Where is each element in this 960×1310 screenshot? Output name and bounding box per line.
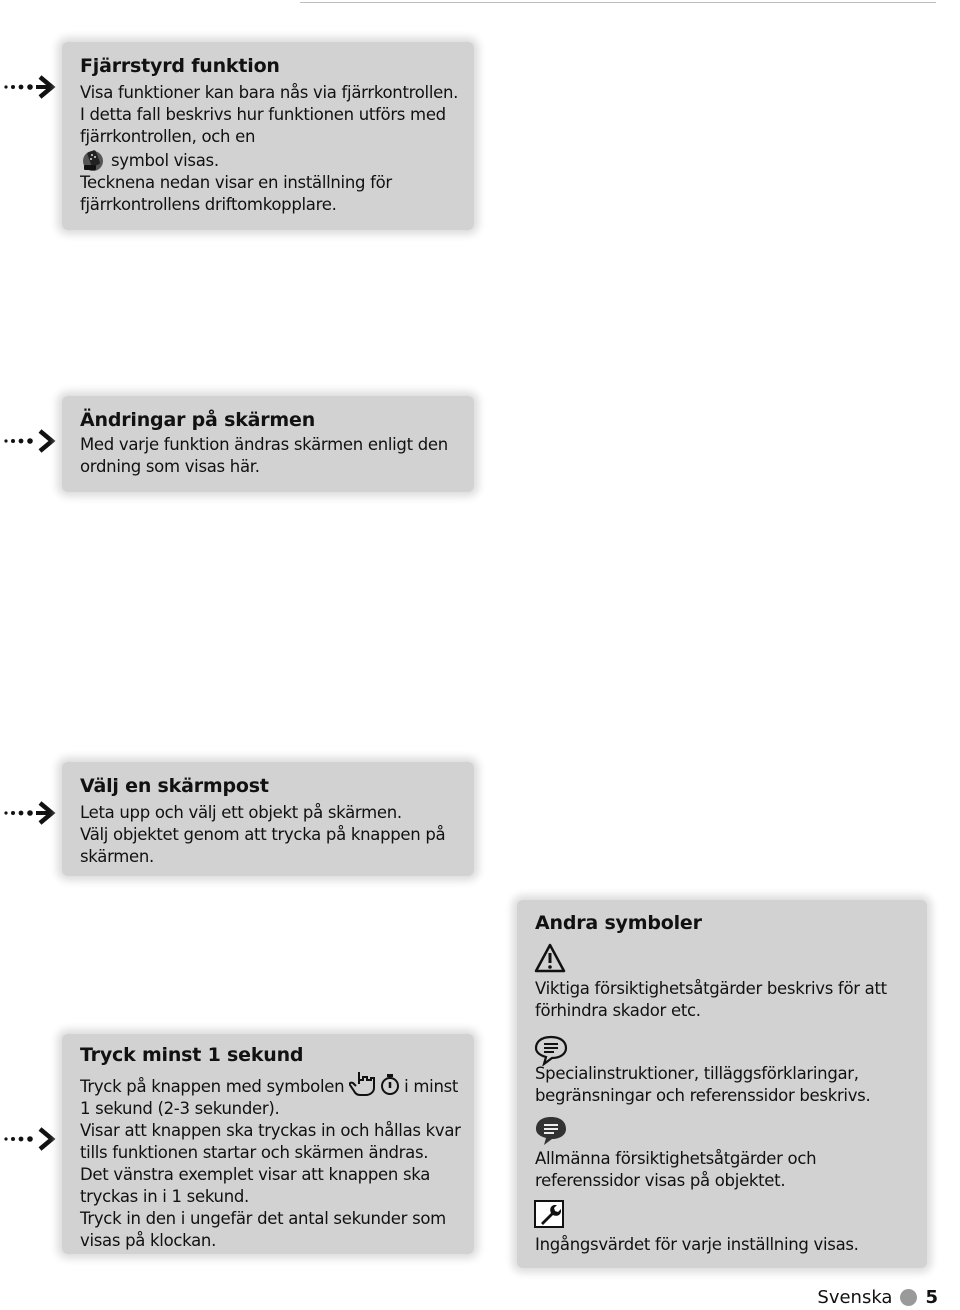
- select-item-box: [62, 762, 474, 876]
- footer-dot-icon: [900, 1289, 917, 1306]
- remote-line2: symbol visas.: [106, 151, 219, 170]
- symbol-text-default: Ingångsvärdet för varje inställning visas.: [535, 1235, 859, 1254]
- speech-bubble-filled-icon: [533, 1114, 569, 1148]
- wrench-icon: [533, 1199, 565, 1229]
- hold-line1a: Tryck på knappen med symbolen: [80, 1077, 345, 1096]
- arrow-icon: [2, 74, 60, 100]
- remote-function-title: Fjärrstyrd funktion: [80, 55, 280, 77]
- footer-language: Svenska: [817, 1287, 893, 1308]
- press-hold-text-3: Det vänstra exemplet visar att knappen ska tryckas in i 1 sekund.: [80, 1165, 431, 1206]
- remote-control-icon: [80, 148, 106, 172]
- press-hold-title: Tryck minst 1 sekund: [80, 1044, 304, 1066]
- symbol-text-special: Specialinstruktioner, tilläggsförklaringar, begränsningar och referenssidor beskrivs.: [535, 1064, 871, 1105]
- other-symbols-box: [517, 900, 927, 1268]
- screen-change-box: [62, 396, 474, 492]
- warning-triangle-icon: [533, 942, 567, 974]
- screen-change-title: Ändringar på skärmen: [80, 409, 316, 431]
- screen-change-text: Med varje funktion ändras skärmen enligt den ordning som visas här.: [80, 435, 448, 476]
- symbol-text-warning: Viktiga försiktighetsåtgärder beskrivs för att förhindra skador etc.: [535, 979, 887, 1020]
- remote-line1: Visa funktioner kan bara nås via fjärrkontrollen. I detta fall beskrivs hur funktionen utförs med fjärrkontrollen, och en: [80, 83, 459, 146]
- page-footer: [817, 1287, 938, 1308]
- symbol-text-general: Allmänna försiktighetsåtgärder och referenssidor visas på objektet.: [535, 1149, 817, 1190]
- arrow-icon: [2, 428, 60, 454]
- other-symbols-title: Andra symboler: [535, 912, 702, 934]
- remote-function-text-1: [80, 82, 465, 172]
- speech-bubble-outline-icon: [533, 1034, 569, 1066]
- press-hold-text-4: Tryck in den i ungefär det antal sekunder som visas på klockan.: [80, 1209, 446, 1250]
- page-number: 5: [925, 1287, 938, 1308]
- arrow-icon: [2, 1126, 60, 1152]
- select-item-text-1: Leta upp och välj ett objekt på skärmen.: [80, 803, 402, 822]
- top-rule: [300, 2, 936, 3]
- press-hold-text-1: [80, 1070, 472, 1120]
- arrow-icon: [2, 800, 60, 826]
- remote-function-box: [62, 42, 474, 230]
- press-hold-box: [62, 1034, 474, 1254]
- press-hold-text-2: Visar att knappen ska tryckas in och hållas kvar tills funktionen startar och skärmen ändras.: [80, 1121, 461, 1162]
- finger-timer-icon: [349, 1070, 399, 1098]
- remote-function-text-2: Tecknena nedan visar en inställning för fjärrkontrollens driftomkopplare.: [80, 173, 392, 214]
- hold-line1b: i minst 1 sekund (2-3 sekunder).: [80, 1077, 459, 1118]
- select-item-text-2: Välj objektet genom att trycka på knappen på skärmen.: [80, 825, 446, 866]
- select-item-title: Välj en skärmpost: [80, 775, 269, 797]
